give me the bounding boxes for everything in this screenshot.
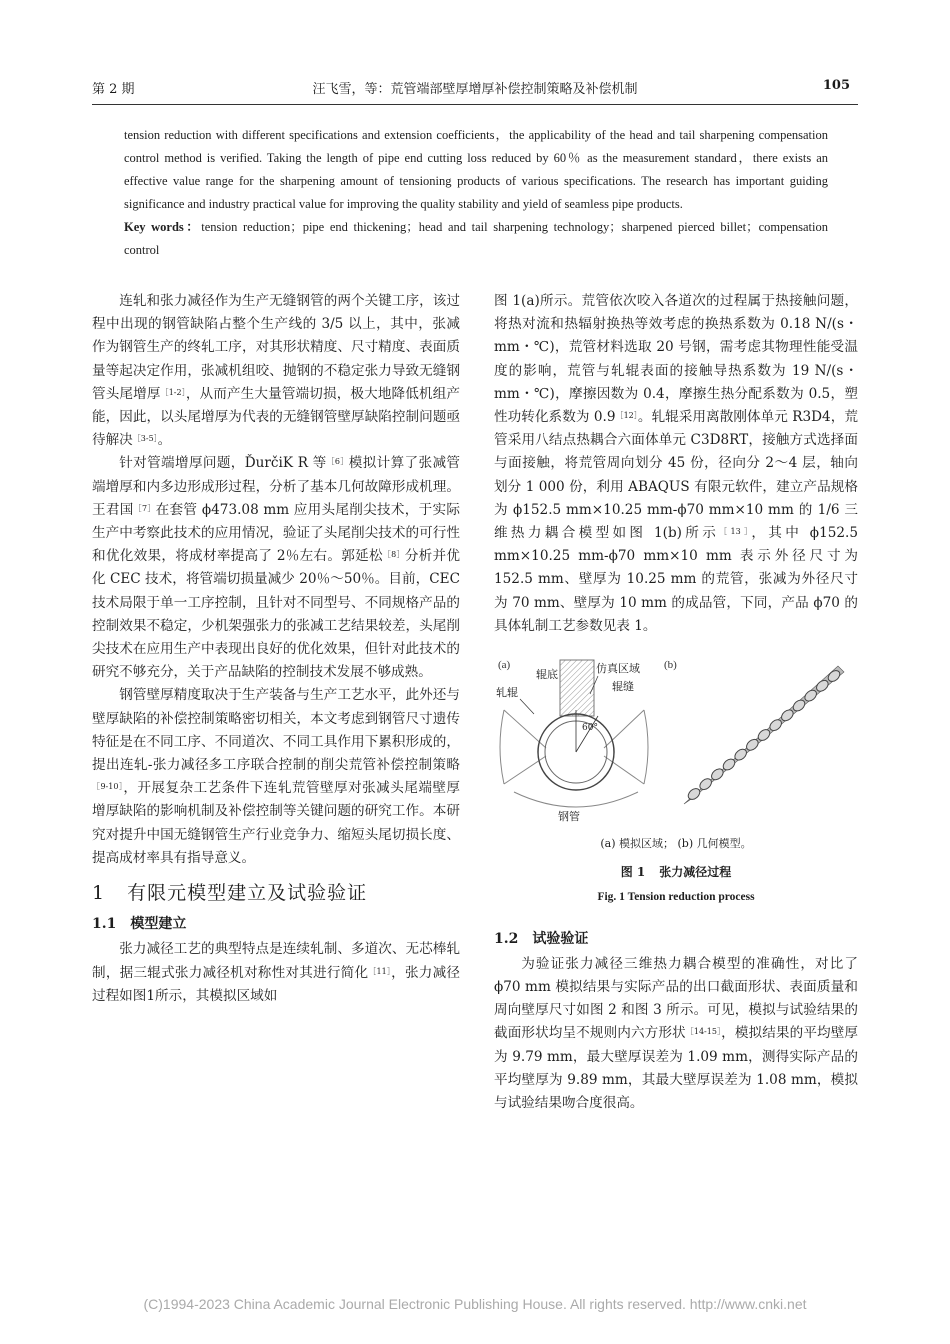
section-heading-1	[92, 882, 460, 905]
text-run: ，张力减径过程如图1所示，其模拟区域如	[92, 964, 460, 1004]
roll-ring	[686, 786, 702, 801]
text-run: 图 1(a)所示。荒管依次咬入各道次的过程属于热接触问题，将热对流和热辐射换热等效考虑的换热系数为 0.18 N/(s・mm・℃)，荒管材料选取 20 号钢，需考虑其物理性能受温度的影响，荒管与轧辊表面的接触导热系数为 19 N/(s・mm・℃)，摩擦因数为 0.4，摩擦生热分配系数为 0.5，塑性功转化系数为 0.9	[494, 293, 858, 426]
citation: ［9-10］	[92, 782, 124, 792]
paragraph-validation	[494, 953, 858, 1115]
keywords-label: Key words：	[124, 220, 202, 234]
figure-1	[494, 652, 858, 910]
citation: ［13］	[719, 527, 752, 537]
citation: ［14-15］	[685, 1027, 722, 1037]
label-sim-region: 仿真区域	[596, 662, 640, 676]
paragraph-literature	[92, 452, 460, 684]
section-title: 有限元模型建立及试验验证	[127, 882, 368, 905]
text-run: ，其中 ϕ152.5 mm×10.25 mm-ϕ70 mm×10 mm 表示外径尺寸为 152.5 mm、壁厚为 10.25 mm 的荒管，张减为外径尺寸为 70 mm、壁厚为 10 mm 的成品管，下同，产品 ϕ70 的具体轧制工艺参数见表 1。	[494, 525, 858, 634]
bottom-roll-outline	[514, 792, 638, 807]
subsection-title: 试验验证	[532, 930, 589, 947]
copyright-footer: (C)1994-2023 China Academic Journal Electronic Publishing House. All rights reserved. http://www.cnki.net	[143, 1296, 807, 1312]
text-run: 在套管 ϕ473.08 mm 应用头尾削尖技术，于实际生产中考察此技术的应用情况，验证了头尾削尖技术的可行性和优化效果，将成材率提高了 2％左右。郭延松	[92, 501, 461, 565]
label-roll-gap: 辊缝	[612, 680, 634, 694]
header-rule	[92, 104, 858, 105]
panel-label-a: (a)	[498, 659, 511, 672]
label-roll: 轧辊	[496, 686, 518, 700]
right-roll-outline	[604, 710, 648, 784]
running-title: 汪飞雪，等：荒管端部壁厚增厚补偿控制策略及补偿机制	[312, 82, 638, 97]
text-run: 。	[157, 432, 172, 449]
citation: ［7］	[133, 503, 156, 513]
subsection-heading-1-1	[92, 913, 460, 936]
subsection-heading-1-2	[494, 928, 858, 951]
page-number: 105	[822, 78, 850, 93]
text-run: 张力减径工艺的典型特点是连续轧制、多道次、无芯棒轧制，据三辊式张力减径机对称性对其进行简化	[92, 941, 460, 981]
text-run: ，开展复杂工艺条件下连轧荒管壁厚对张减头尾端壁厚增厚缺陷的影响机制及补偿控制等关键问题的研究工作。本研究对提升中国无缝钢管生产行业竞争力、缩短头尾切损长度、提高成材率具有指导意义。	[92, 780, 460, 866]
keywords	[124, 216, 828, 262]
paragraph-model	[92, 938, 460, 1008]
leader-roll	[520, 699, 534, 714]
text-run: 针对管端增厚问题，ĎurčiK R 等	[119, 455, 327, 472]
figure-1-diagram	[494, 652, 858, 828]
abstract-text: tension reduction with different specifications and extension coefficients，the applicability of the head and tail sharpening compensation control method is verified. Taking the length of pipe end cutting loss reduced by 60％ as the measurement standard，there exists an effective value range for the sharpening amount of tensioning products of various specifications. The research has important guiding significance and industry practical value for improving the quality stability and yield of seamless pipe products.	[124, 128, 828, 211]
paragraph-model-continued	[494, 290, 858, 638]
figure-1-caption-en: Fig. 1 Tension reduction process	[597, 891, 755, 904]
left-column	[92, 290, 460, 1008]
simulation-region-diagram	[496, 660, 648, 823]
figure-1-caption	[494, 861, 858, 884]
paragraph-approach	[92, 684, 460, 870]
citation: ［3-5］	[132, 434, 158, 444]
subsection-number: 1.2	[494, 930, 519, 947]
text-run: 为验证张力减径三维热力耦合模型的准确性，对比了 ϕ70 mm 模拟结果与实际产品的出口截面形状、表面质量和周向壁厚尺寸如图 2 和图 3 所示。可见，模拟与试验结果的截面形状均呈不规则内六方形状	[494, 955, 858, 1042]
geometric-model	[684, 666, 844, 804]
text-run: ，模拟结果的平均壁厚为 9.79 mm，最大壁厚误差为 1.09 mm，测得实际产品的平均壁厚为 9.89 mm，其最大壁厚误差为 1.08 mm，模拟与试验结果吻合度很高。	[494, 1025, 859, 1112]
angle-label: 60°	[582, 723, 598, 734]
keywords-text: tension reduction；pipe end thickening；head and tail sharpening technology；sharpened pierced billet；compensation control	[124, 220, 828, 257]
text-run: 钢管壁厚精度取决于生产装备与生产工艺水平，此外还与壁厚缺陷的补偿控制策略密切相关，本文考虑到钢管尺寸遗传特征是在不同工序、不同道次、不同工具作用下累积形成的，提出连轧-张力减径多工序联合控制的削尖荒管补偿控制策略	[92, 687, 460, 774]
subsection-title: 模型建立	[130, 916, 187, 933]
text-run: 连轧和张力减径作为生产无缝钢管的两个关键工序，该过程中出现的钢管缺陷占整个生产线的 3/5 以上，其中，张减作为钢管生产的终轧工序，对其形状精度、尺寸精度、表面质量等起决定作用，张减机组咬、抛钢的不稳定张力导致无缝钢管头尾增厚	[92, 293, 460, 402]
figure-caption-text: 张力减径过程	[659, 865, 732, 880]
figure-number: 图 1	[620, 865, 646, 880]
citation: ［1-2］	[160, 387, 186, 397]
right-column	[494, 290, 858, 1115]
issue-number: 第 2 期	[92, 82, 135, 97]
paragraph-intro	[92, 290, 460, 452]
citation: ［12］	[615, 411, 638, 421]
panel-label-b: (b)	[664, 659, 677, 672]
citation: ［11］	[368, 966, 392, 976]
english-abstract	[124, 124, 828, 262]
citation: ［6］	[326, 457, 349, 467]
roll-bottom-block	[560, 660, 594, 716]
subsection-number: 1.1	[92, 916, 117, 933]
left-roll-outline	[500, 710, 546, 784]
text-run: 模拟计算了张减管端增厚和内多边形成形过程，分析了基本几何故障形成机理。王君国	[92, 455, 461, 518]
section-number: 1	[92, 882, 106, 905]
citation: ［8］	[382, 550, 405, 560]
figure-1-subcaption: (a) 模拟区域； (b) 几何模型。	[600, 837, 752, 851]
text-run: 。轧辊采用离散刚体单元 R3D4，荒管采用八结点热耦合六面体单元 C3D8RT，接触方式选择面与面接触，将荒管周向划分 45 份，径向分 2～4 层，轴向划分 1 000 份，利用 ABAQUS 有限元软件，建立产品规格为 ϕ152.5 mm×10.25 mm-ϕ70 mm×10 mm 的 1/6 三维热力耦合模型如图 1(b)所示	[494, 409, 858, 542]
text-run: ，从而产生大量管端切损，极大地降低机组产能，因此，以头尾增厚为代表的无缝钢管壁厚缺陷控制问题亟待解决	[92, 385, 460, 449]
text-run: 分析并优化 CEC 技术，将管端切损量减少 20％～50％。目前，CEC 技术局限于单一工序控制，且针对不同型号、不同规格产品的控制效果不稳定，少机架强张力的张减工艺结果较差，头尾削尖技术在应用生产中表现出良好的优化效果，但针对此技术的研究不够充分，关于产品缺陷的控制技术发展不够成熟。	[92, 548, 461, 681]
label-pipe: 钢管	[558, 810, 580, 824]
label-roll-bottom: 辊底	[536, 668, 558, 682]
